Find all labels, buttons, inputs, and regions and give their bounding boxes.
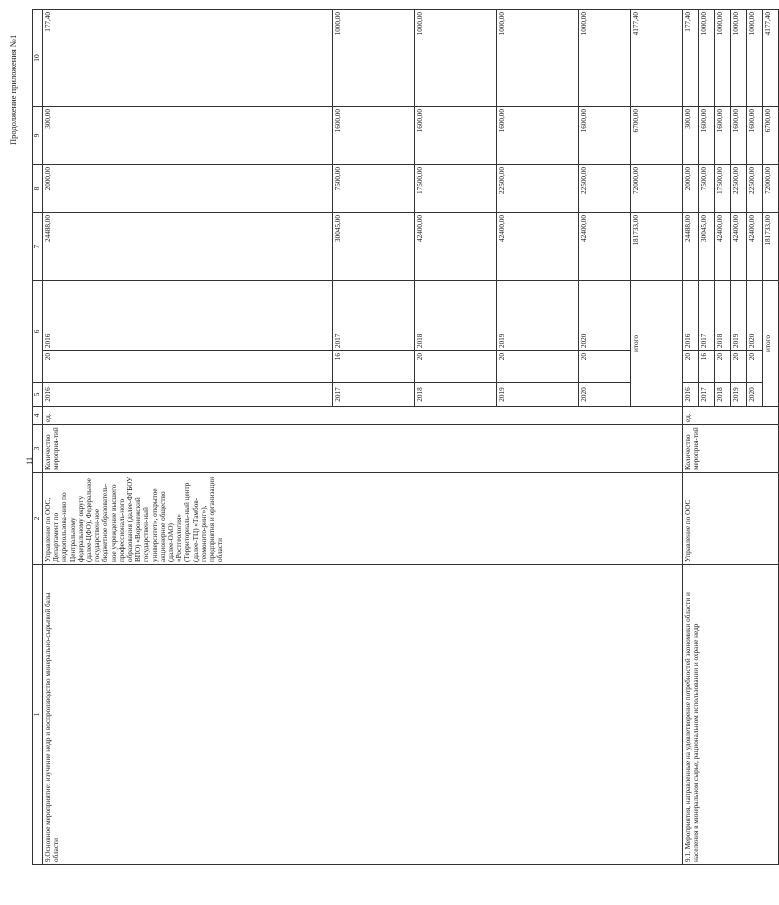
local-budget-total-cell: 4177,40 xyxy=(631,10,683,107)
total-label-cell: итого xyxy=(631,281,683,407)
activity-name-cell: 9.1. Мероприятия, направленные на удовлетворение потребностей экономики области и населения в минеральном сырье, рациональном использовании и охране недр xyxy=(683,565,779,865)
regional-budget-cell: 1600,00 xyxy=(747,107,763,165)
federal-budget-cell: 7500,00 xyxy=(333,165,415,213)
federal-budget-cell: 22500,00 xyxy=(731,165,747,213)
target-value-cell: 20 xyxy=(747,351,763,383)
funding-year-cell: 2018 xyxy=(415,281,497,351)
funding-year-cell: 2020 xyxy=(579,281,631,351)
regional-budget-cell: 1600,00 xyxy=(699,107,715,165)
funding-year-cell: 2019 xyxy=(731,281,747,351)
column-number: 1 xyxy=(33,565,43,865)
target-value-cell: 16 xyxy=(333,351,415,383)
year-cell: 2016 xyxy=(43,383,333,407)
regional-budget-cell: 1600,00 xyxy=(415,107,497,165)
program-activities-table xyxy=(32,9,779,865)
regional-budget-cell: 300,00 xyxy=(43,107,333,165)
total-funding-cell: 42400,00 xyxy=(715,213,731,281)
regional-budget-cell: 1600,00 xyxy=(731,107,747,165)
year-cell: 2020 xyxy=(747,383,763,407)
column-number-row xyxy=(33,10,43,865)
federal-budget-cell: 22500,00 xyxy=(497,165,579,213)
local-budget-cell: 177,40 xyxy=(683,10,699,107)
total-funding-cell: 30045,00 xyxy=(333,213,415,281)
target-value-cell: 20 xyxy=(415,351,497,383)
table-row xyxy=(683,10,699,865)
federal-budget-cell: 22500,00 xyxy=(747,165,763,213)
year-cell: 2018 xyxy=(415,383,497,407)
indicator-cell: Количество мероприя-тий xyxy=(683,425,779,473)
total-funding-cell: 42400,00 xyxy=(747,213,763,281)
regional-budget-cell: 1600,00 xyxy=(579,107,631,165)
total-funding-cell: 24488,00 xyxy=(43,213,333,281)
total-funding-cell: 181733,00 xyxy=(631,213,683,281)
local-budget-cell: 177,40 xyxy=(43,10,333,107)
page-number: 11 xyxy=(24,456,34,465)
year-cell: 2016 xyxy=(683,383,699,407)
total-funding-cell: 181733,00 xyxy=(763,213,779,281)
funding-year-cell: 2016 xyxy=(683,281,699,351)
total-funding-cell: 24488,00 xyxy=(683,213,699,281)
activity-name-cell: 9.Основное мероприятие: изучение недр и воспроизводство минерально-сырьевой базы области xyxy=(43,565,683,865)
local-budget-cell: 1000,00 xyxy=(731,10,747,107)
funding-year-cell: 2016 xyxy=(43,281,333,351)
total-funding-cell: 30045,00 xyxy=(699,213,715,281)
column-number: 3 xyxy=(33,425,43,473)
column-number: 8 xyxy=(33,165,43,213)
local-budget-cell: 1000,00 xyxy=(415,10,497,107)
regional-budget-cell: 300,00 xyxy=(683,107,699,165)
federal-budget-cell: 17500,00 xyxy=(715,165,731,213)
total-funding-cell: 42400,00 xyxy=(415,213,497,281)
column-number: 2 xyxy=(33,473,43,565)
total-funding-cell: 42400,00 xyxy=(497,213,579,281)
federal-budget-cell: 7500,00 xyxy=(699,165,715,213)
total-funding-cell: 42400,00 xyxy=(579,213,631,281)
local-budget-cell: 1000,00 xyxy=(715,10,731,107)
target-value-cell: 16 xyxy=(699,351,715,383)
local-budget-cell: 1000,00 xyxy=(497,10,579,107)
federal-budget-total-cell: 72000,00 xyxy=(763,165,779,213)
target-value-cell: 20 xyxy=(683,351,699,383)
total-label-cell: итого xyxy=(763,281,779,407)
column-number: 7 xyxy=(33,213,43,281)
year-cell: 2017 xyxy=(333,383,415,407)
column-number: 5 xyxy=(33,383,43,407)
column-number: 10 xyxy=(33,10,43,107)
regional-budget-cell: 1600,00 xyxy=(497,107,579,165)
column-number: 6 xyxy=(33,281,43,383)
funding-year-cell: 2020 xyxy=(747,281,763,351)
year-cell: 2018 xyxy=(715,383,731,407)
year-cell: 2020 xyxy=(579,383,631,407)
regional-budget-cell: 1600,00 xyxy=(333,107,415,165)
federal-budget-cell: 22500,00 xyxy=(579,165,631,213)
funding-year-cell: 2019 xyxy=(497,281,579,351)
regional-budget-total-cell: 6700,00 xyxy=(631,107,683,165)
local-budget-cell: 1000,00 xyxy=(333,10,415,107)
appendix-continuation-title: Продолжение приложения №1 xyxy=(8,34,18,145)
local-budget-total-cell: 4177,40 xyxy=(763,10,779,107)
year-cell: 2019 xyxy=(731,383,747,407)
local-budget-cell: 1000,00 xyxy=(699,10,715,107)
year-cell: 2019 xyxy=(497,383,579,407)
executor-cell: Управление по ООС xyxy=(683,473,779,565)
federal-budget-cell: 2000,00 xyxy=(683,165,699,213)
federal-budget-cell: 17500,00 xyxy=(415,165,497,213)
table-row xyxy=(43,10,333,865)
total-funding-cell: 42400,00 xyxy=(731,213,747,281)
column-number: 9 xyxy=(33,107,43,165)
target-value-cell: 20 xyxy=(497,351,579,383)
federal-budget-total-cell: 72000,00 xyxy=(631,165,683,213)
target-value-cell: 20 xyxy=(731,351,747,383)
target-value-cell: 20 xyxy=(579,351,631,383)
funding-year-cell: 2017 xyxy=(333,281,415,351)
column-number: 4 xyxy=(33,407,43,425)
indicator-cell: Количество мероприя-тий xyxy=(43,425,683,473)
target-value-cell: 20 xyxy=(43,351,333,383)
year-cell: 2017 xyxy=(699,383,715,407)
funding-year-cell: 2018 xyxy=(715,281,731,351)
funding-year-cell: 2017 xyxy=(699,281,715,351)
unit-cell: ед. xyxy=(43,407,683,425)
federal-budget-cell: 2000,00 xyxy=(43,165,333,213)
target-value-cell: 20 xyxy=(715,351,731,383)
unit-cell: ед. xyxy=(683,407,779,425)
local-budget-cell: 1000,00 xyxy=(747,10,763,107)
executor-cell: Управление по ООС, Департамент по недропользова-нию по Центральному федеральному округу (далее-ЦФО), Федеральное государствен-ное бюджетное образователь-ное учреждение высшего профессиональ-ного образования (далее-ФГБОУ ВПО) «Воронежский государствен-ный университет», открытое акционерное общество (далее-ОАО) «Ростгеология» (Территориаль-ный центр (далее-ТЦ) «Тамбов-геомонито-ринг»), предприятия и организации области xyxy=(43,473,683,565)
local-budget-cell: 1000,00 xyxy=(579,10,631,107)
regional-budget-total-cell: 6700,00 xyxy=(763,107,779,165)
regional-budget-cell: 1600,00 xyxy=(715,107,731,165)
